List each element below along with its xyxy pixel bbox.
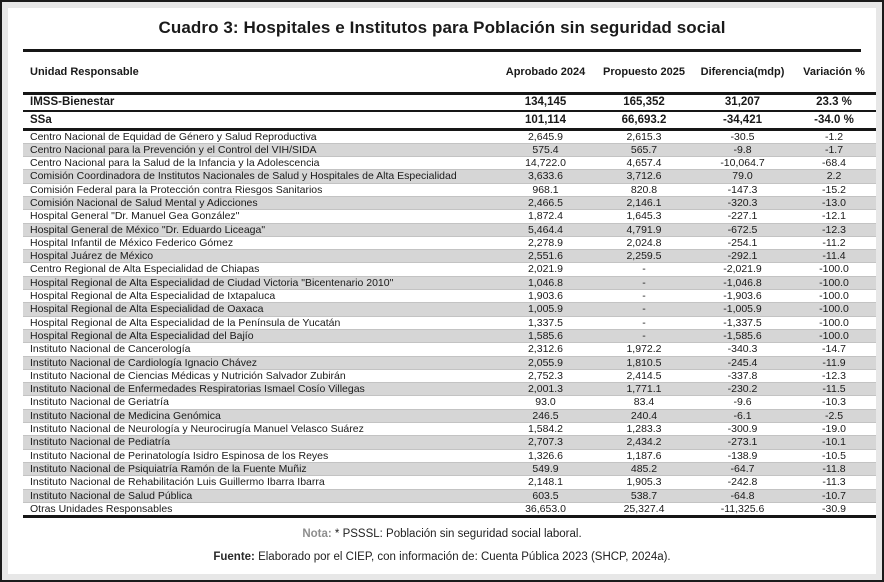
unit-name-cell: Instituto Nacional de Neurología y Neurocirugía Manuel Velasco Suárez: [30, 423, 364, 436]
unit-name-cell: Hospital Regional de Alta Especialidad de Ciudad Victoria "Bicentenario 2010": [30, 276, 394, 289]
aprobado-cell: 1,326.6: [527, 449, 564, 462]
diferencia-cell: -1,337.5: [723, 316, 762, 329]
unit-name-cell: Centro Regional de Alta Especialidad de Chiapas: [30, 263, 260, 276]
diferencia-cell: -245.4: [727, 356, 758, 369]
propuesto-cell: -: [642, 276, 646, 289]
unit-name-cell: Hospital General de México "Dr. Eduardo Liceaga": [30, 223, 266, 236]
variacion-cell: -11.4: [822, 250, 846, 263]
unit-name-cell: Instituto Nacional de Pediatría: [30, 436, 171, 449]
propuesto-cell: -: [642, 263, 646, 276]
propuesto-cell: 2,615.3: [626, 130, 662, 143]
propuesto-cell: 565.7: [630, 143, 658, 156]
variacion-cell: -10.1: [822, 436, 846, 449]
unit-name-cell: Instituto Nacional de Medicina Genómica: [30, 409, 221, 422]
unit-name-cell: IMSS-Bienestar: [30, 96, 115, 109]
unit-name-cell: Instituto Nacional de Psiquiatría Ramón de la Fuente Muñiz: [30, 462, 307, 475]
aprobado-cell: 93.0: [535, 396, 556, 409]
aprobado-cell: 968.1: [532, 183, 559, 196]
propuesto-cell: 165,352: [623, 96, 665, 109]
aprobado-cell: 134,145: [524, 96, 567, 109]
propuesto-cell: 2,259.5: [626, 250, 662, 263]
variacion-cell: -10.5: [822, 449, 846, 462]
aprobado-cell: 603.5: [532, 489, 559, 502]
table-row: [23, 383, 876, 396]
diferencia-cell: -320.3: [727, 196, 758, 209]
summary-row-imss: [23, 93, 876, 111]
table-row: [23, 263, 876, 276]
diferencia-cell: -64.8: [730, 489, 755, 502]
variacion-cell: -68.4: [822, 157, 846, 170]
aprobado-cell: 1,337.5: [527, 316, 564, 329]
table-row: [23, 489, 876, 502]
aprobado-cell: 2,055.9: [527, 356, 564, 369]
diferencia-cell: -11,325.6: [720, 502, 765, 515]
variacion-cell: -11.5: [822, 383, 846, 396]
variacion-cell: -11.3: [822, 476, 846, 489]
fuente-text: Elaborado por el CIEP, con información de: Cuenta Pública 2023 (SHCP, 2024a).: [258, 551, 671, 564]
diferencia-cell: -1,046.8: [723, 276, 762, 289]
aprobado-cell: 2,466.5: [527, 196, 564, 209]
diferencia-cell: -1,005.9: [723, 303, 762, 316]
unit-name-cell: Hospital Regional de Alta Especialidad del Bajío: [30, 329, 254, 342]
table-title: Cuadro 3: Hospitales e Institutos para Población sin seguridad social: [158, 18, 726, 37]
table-row: [23, 329, 876, 342]
aprobado-cell: 2,021.9: [527, 263, 564, 276]
unit-name-cell: SSa: [30, 113, 52, 126]
diferencia-cell: -300.9: [727, 423, 758, 436]
aprobado-cell: 2,707.3: [527, 436, 564, 449]
propuesto-cell: 1,771.1: [626, 383, 662, 396]
aprobado-cell: 1,872.4: [527, 210, 564, 223]
col-header-propuesto: Propuesto 2025: [594, 52, 694, 93]
variacion-cell: -2.5: [824, 409, 844, 422]
unit-name-cell: Instituto Nacional de Perinatología Isidro Espinosa de los Reyes: [30, 449, 329, 462]
aprobado-cell: 2,001.3: [527, 383, 564, 396]
variacion-cell: -100.0: [819, 329, 849, 342]
propuesto-cell: 66,693.2: [621, 113, 667, 126]
table-row: [23, 369, 876, 382]
table-row: [23, 502, 876, 516]
diferencia-cell: -34,421: [722, 113, 762, 126]
table-row: [23, 449, 876, 462]
unit-name-cell: Comisión Coordinadora de Institutos Nacionales de Salud y Hospitales de Alta Especialidad: [30, 170, 457, 183]
variacion-cell: 23.3 %: [816, 96, 852, 109]
table-row: [23, 183, 876, 196]
aprobado-cell: 2,752.3: [527, 369, 564, 382]
table-row: [23, 423, 876, 436]
unit-name-cell: Hospital Infantil de México Federico Gómez: [30, 236, 234, 249]
table-row: [23, 343, 876, 356]
table-row: [23, 223, 876, 236]
propuesto-cell: 1,645.3: [626, 210, 662, 223]
diferencia-cell: -254.1: [727, 236, 758, 249]
aprobado-cell: 1,903.6: [527, 290, 564, 303]
variacion-cell: -19.0: [822, 423, 846, 436]
unit-name-cell: Hospital Regional de Alta Especialidad de Ixtapaluca: [30, 290, 276, 303]
aprobado-cell: 2,645.9: [527, 130, 564, 143]
table-row: [23, 276, 876, 289]
table-row: [23, 316, 876, 329]
propuesto-cell: 2,024.8: [626, 236, 662, 249]
unit-name-cell: Instituto Nacional de Cancerología: [30, 343, 191, 356]
variacion-cell: -1.7: [824, 143, 844, 156]
propuesto-cell: 4,791.9: [626, 223, 662, 236]
unit-name-cell: Comisión Federal para la Protección contra Riesgos Sanitarios: [30, 183, 323, 196]
aprobado-cell: 575.4: [532, 143, 559, 156]
footnotes: [23, 527, 861, 564]
table-row: [23, 129, 876, 143]
table-row: [23, 396, 876, 409]
aprobado-cell: 1,585.6: [527, 329, 564, 342]
propuesto-cell: -: [642, 329, 646, 342]
unit-name-cell: Otras Unidades Responsables: [30, 502, 173, 515]
aprobado-cell: 5,464.4: [527, 223, 564, 236]
propuesto-cell: 485.2: [630, 462, 658, 475]
aprobado-cell: 2,551.6: [527, 250, 564, 263]
unit-name-cell: Comisión Nacional de Salud Mental y Adicciones: [30, 196, 258, 209]
table-row: [23, 409, 876, 422]
col-header-variacion: Variación %: [791, 52, 876, 93]
unit-name-cell: Hospital Juárez de México: [30, 250, 154, 263]
variacion-cell: -11.9: [822, 356, 846, 369]
propuesto-cell: 1,187.6: [626, 449, 662, 462]
diferencia-cell: -9.6: [733, 396, 752, 409]
aprobado-cell: 2,278.9: [527, 236, 564, 249]
unit-name-cell: Instituto Nacional de Cardiología Ignacio Chávez: [30, 356, 258, 369]
diferencia-cell: -9.8: [733, 143, 752, 156]
unit-name-cell: Instituto Nacional de Salud Pública: [30, 489, 193, 502]
diferencia-cell: 31,207: [724, 96, 761, 109]
summary-section: [23, 93, 876, 129]
variacion-cell: -100.0: [819, 263, 849, 276]
aprobado-cell: 2,148.1: [527, 476, 564, 489]
diferencia-cell: -672.5: [727, 223, 758, 236]
fuente-line: [23, 550, 861, 564]
propuesto-cell: 240.4: [630, 409, 658, 422]
variacion-cell: -10.3: [822, 396, 846, 409]
propuesto-cell: -: [642, 303, 646, 316]
table-row: [23, 290, 876, 303]
col-header-diferencia: Diferencia(mdp): [694, 52, 791, 93]
table-row: [23, 157, 876, 170]
unit-name-cell: Instituto Nacional de Rehabilitación Luis Guillermo Ibarra Ibarra: [30, 476, 325, 489]
table-row: [23, 436, 876, 449]
diferencia-cell: -147.3: [727, 183, 758, 196]
table-row: [23, 236, 876, 249]
diferencia-cell: -337.8: [727, 369, 758, 382]
propuesto-cell: 1,810.5: [626, 356, 662, 369]
col-header-unidad: Unidad Responsable: [23, 52, 497, 93]
unit-name-cell: Instituto Nacional de Geriatría: [30, 396, 169, 409]
variacion-cell: -1.2: [824, 130, 844, 143]
aprobado-cell: 549.9: [532, 462, 559, 475]
table-header: [23, 52, 876, 93]
variacion-cell: -15.2: [822, 183, 846, 196]
aprobado-cell: 3,633.6: [527, 170, 564, 183]
propuesto-cell: 538.7: [630, 489, 658, 502]
variacion-cell: -12.3: [822, 223, 846, 236]
diferencia-cell: -242.8: [727, 476, 758, 489]
unit-name-cell: Centro Nacional para la Salud de la Infancia y la Adolescencia: [30, 157, 320, 170]
aprobado-cell: 1,584.2: [527, 423, 564, 436]
variacion-cell: -12.3: [822, 369, 846, 382]
diferencia-cell: -64.7: [730, 462, 755, 475]
diferencia-cell: -30.5: [730, 130, 755, 143]
unit-name-cell: Hospital General "Dr. Manuel Gea González": [30, 210, 240, 223]
nota-label: Nota:: [302, 528, 332, 541]
propuesto-cell: 1,905.3: [626, 476, 662, 489]
diferencia-cell: -292.1: [727, 250, 758, 263]
propuesto-cell: 1,283.3: [626, 423, 662, 436]
unit-name-cell: Instituto Nacional de Enfermedades Respiratorias Ismael Cosío Villegas: [30, 383, 365, 396]
fuente-label: Fuente:: [213, 551, 255, 564]
variacion-cell: -14.7: [822, 343, 846, 356]
unit-name-cell: Instituto Nacional de Ciencias Médicas y Nutrición Salvador Zubirán: [30, 369, 346, 382]
variacion-cell: -100.0: [819, 276, 849, 289]
diferencia-cell: -230.2: [727, 383, 758, 396]
variacion-cell: -100.0: [819, 290, 849, 303]
diferencia-cell: -10,064.7: [720, 157, 765, 170]
propuesto-cell: 4,657.4: [626, 157, 662, 170]
propuesto-cell: -: [642, 290, 646, 303]
propuesto-cell: 2,414.5: [626, 369, 662, 382]
aprobado-cell: 36,653.0: [525, 502, 566, 515]
aprobado-cell: 101,114: [525, 113, 566, 126]
col-header-aprobado: Aprobado 2024: [497, 52, 594, 93]
propuesto-cell: 820.8: [630, 183, 658, 196]
variacion-cell: -11.8: [822, 462, 846, 475]
diferencia-cell: 79.0: [732, 170, 753, 183]
variacion-cell: -13.0: [822, 196, 846, 209]
diferencia-cell: -2,021.9: [723, 263, 762, 276]
diferencia-cell: -138.9: [727, 449, 758, 462]
nota-line: [23, 527, 861, 541]
table-row: [23, 250, 876, 263]
table-row: [23, 210, 876, 223]
variacion-cell: -30.9: [822, 502, 846, 515]
variacion-cell: -100.0: [819, 303, 849, 316]
budget-table: [23, 52, 876, 518]
unit-name-cell: Hospital Regional de Alta Especialidad de la Península de Yucatán: [30, 316, 341, 329]
table-sheet: [8, 8, 876, 574]
diferencia-cell: -1,585.6: [723, 329, 762, 342]
diferencia-cell: -227.1: [727, 210, 758, 223]
table-row: [23, 356, 876, 369]
table-row: [23, 196, 876, 209]
propuesto-cell: 25,327.4: [623, 502, 665, 515]
aprobado-cell: 1,046.8: [527, 276, 564, 289]
aprobado-cell: 2,312.6: [527, 343, 564, 356]
variacion-cell: -100.0: [819, 316, 849, 329]
nota-text: * PSSSL: Población sin seguridad social laboral.: [334, 528, 582, 541]
diferencia-cell: -1,903.6: [723, 290, 762, 303]
aprobado-cell: 14,722.0: [525, 157, 566, 170]
propuesto-cell: 1,972.2: [626, 343, 662, 356]
detail-section: [23, 129, 876, 517]
propuesto-cell: 2,434.2: [626, 436, 662, 449]
unit-name-cell: Centro Nacional de Equidad de Género y Salud Reproductiva: [30, 130, 317, 143]
propuesto-cell: 83.4: [633, 396, 655, 409]
table-row: [23, 143, 876, 156]
table-row: [23, 170, 876, 183]
table-row: [23, 462, 876, 475]
variacion-cell: -34.0 %: [814, 113, 854, 126]
propuesto-cell: 3,712.6: [626, 170, 662, 183]
variacion-cell: 2.2: [826, 170, 842, 183]
aprobado-cell: 246.5: [532, 409, 559, 422]
propuesto-cell: 2,146.1: [626, 196, 662, 209]
unit-name-cell: Centro Nacional para la Prevención y el Control del VIH/SIDA: [30, 143, 317, 156]
diferencia-cell: -6.1: [733, 409, 752, 422]
variacion-cell: -10.7: [822, 489, 846, 502]
diferencia-cell: -340.3: [727, 343, 758, 356]
variacion-cell: -11.2: [822, 236, 846, 249]
variacion-cell: -12.1: [822, 210, 846, 223]
summary-row-ssa: [23, 111, 876, 129]
propuesto-cell: -: [642, 316, 646, 329]
unit-name-cell: Hospital Regional de Alta Especialidad de Oaxaca: [30, 303, 264, 316]
aprobado-cell: 1,005.9: [527, 303, 564, 316]
table-row: [23, 303, 876, 316]
header-row: [23, 52, 876, 93]
table-row: [23, 476, 876, 489]
diferencia-cell: -273.1: [727, 436, 758, 449]
